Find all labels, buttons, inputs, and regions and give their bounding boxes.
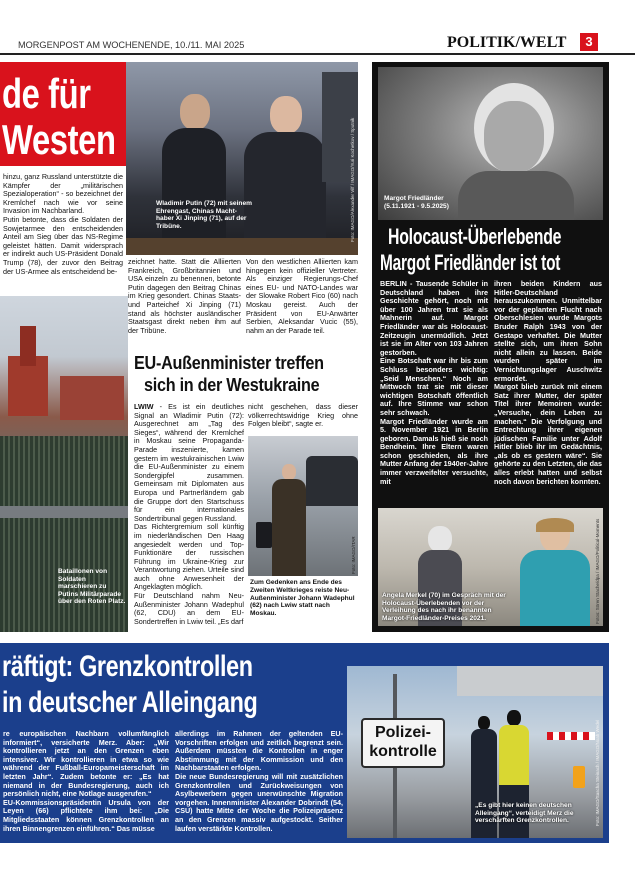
top-story-col3: Von den westlichen Alliierten kam hingegen kein offizieller Vertreter. Als einziger Regierungs-Chef eines EU- und NATO-Landes war der Slowake Robert Fico (60) nach Moskau gereist. Auch der Präsident von EU-Anwärter Serbien, Aleksandar Vucic (55), nahm an der Parade teil. [246,258,358,335]
header-rule [0,53,635,55]
parade-caption: Bataillonen von Soldaten marschieren zu Putins Militärparade über den Roten Platz. [58,568,126,606]
car [306,456,358,506]
eu-story-col1 [134,403,244,625]
obit-col2: ihren beiden Kindern aus Hitler-Deutschland herauszukommen. Unmittelbar vor der geplanten Flucht nach Oberschlesien wurde Margots Bruder Ralph 1943 von der Gestapo verhaftet. Die Mutter stellte sich, um ihren Sohn nicht allein zu lassen. Beide wurden später im Vernichtungslager Auschwitz ermordet. Margot blieb zurück mit einem Satz ihrer Mutter, der später Titel ihrer Memoiren wurde: „Versuche, dein Leben zu machen.“ Die Verfolgung und Entrechtung ihrer eigenen jüdischen Familie unter Adolf Hitler blieb ihr im Gedächtnis, „als ob es gestern wäre“. Sie gehörte zu den Letzten, die das alles erlebt hatten und selbst noch davon berichten konnten. [494,280,602,486]
sign-text-line1: Polizei- [374,724,431,741]
friedlaender-body [458,171,574,220]
obit-col1 [380,280,488,502]
merkel-credit: Fotos: Sören Stache/dpa / IMAGO/Political-Moments [595,518,600,624]
border-headline-line2: in deutscher Alleingang [2,686,258,719]
friedlaender-photo [378,67,603,220]
kremlin-building-2 [60,376,124,420]
top-headline-line1: de für [2,70,91,117]
obit-headline-line1: Holocaust-Überlebende [388,224,562,249]
obit-headline-line2: Margot Friedländer ist tot [380,250,561,275]
top-story-col2: zeichnet hatte. Statt die Alliierten Frankreich, Großbritannien und USA einzeln zu benennen, betonte Putin dagegen den Beitrag Chinas im Krieg gesondert. Chinas Staats- und Parteichef Xi Jinping (71) stand als höchster ausländischer Staatsgast direkt neben ihm auf der Tribüne. [128,258,241,335]
eu-story-col2: nicht geschehen, dass dieser völkerrechtswidrige Krieg ohne Folgen bleibt“, sagte er. [248,403,358,429]
wadephul-credit: Foto: IMAGO/ITAR [351,536,356,574]
merkel-caption: Angela Merkel (70) im Gespräch mit der Holocaust-Überlebenden vor der Verleihung des nach ihr benannten Margot-Friedländer-Preises 2021. [382,592,506,622]
eu-headline-line1: EU-Außenminister treffen [134,353,324,373]
eu-headline-line2: sich in der Westukraine [144,375,320,395]
barrier [547,732,595,740]
putin-xi-credit: Foto: IMAGO/Alexander Vilf / IMAGO/Yuri Kochetkov / Sputnik [350,117,355,242]
figure-wadephul [272,464,306,576]
section-title: POLITIK/WELT [447,34,567,51]
obit-body: - Tausende Schüler in Deutschland haben ihre Geschichte gehört, noch mit über 100 Jahren trat sie als Mahnerin auf. Margot Friedländer war als Holocaust-Zeitzeugin unermüdlich. Jetzt ist sie im Alter von 103 Jahren gestorben. Eine Botschaft war ihr bis zum Schluss besonders wichtig: „Seid Menschen.“ Noch am Mittwoch trat sie mit dieser wichtigen Botschaft öffentlich auf. Ihre Stimme war schon sehr schwach. Margot Friedländer wurde am 5. November 1921 in Berlin geboren. Damals hieß sie noch Bendheim. Ihre Eltern waren schon geschieden, als ihre Mutter Anfang der 1940er-Jahre immer verzweifelter versuchte, mit [380,280,488,486]
traffic-light [573,766,585,788]
friedlaender-face [484,101,544,173]
kremlin-tower [20,326,36,366]
obit-dateline: BERLIN [380,280,407,288]
police-sign [361,718,445,768]
masthead-left: MORGENPOST AM WOCHENENDE, 10./11. MAI 2025 [18,40,245,50]
border-photo-credit: Foto: IMAGO/Sascha Steinach / IMAGO/Noah Wedel [595,719,600,826]
eu-body: - Es ist ein deutliches Signal an Wladimir Putin (72): Ausgerechnet am „Tag des Sieges“, während der Kremlchef in Moskau seine Propaganda-Parade inszenierte, kamen gestern im westukrainischen Lwiw die EU-Außenminister zu einem Sondergipfel zusammen. Gemeinsam mit Diplomaten aus Europa und Partnerländern gab die Gruppe dort den Startschuss für ein internationales Sondertribunal gegen Russland. Das Richtergremium soll künftig im niederländischen Den Haag angesiedelt werden und Top-Funktionäre der russischen Führung im Ukraine-Krieg zur Verantwortung ziehen. Urteile sind auch ohne Anwesenheit der Angeklagten möglich. Für Deutschland nahm Neu-Außenminister Johann Wadephul (62, CDU) an dem EU-Sondertreffen in Lwiw teil. „Es darf [134,403,244,625]
border-headline-line1: räftigt: Grenzkontrollen [2,650,253,683]
figure-putin [244,96,326,246]
checkpoint-roof [457,666,603,696]
headline-red-box [0,62,126,166]
page-number: 3 [580,33,598,51]
putin-xi-photo [126,62,358,255]
parade-ground [0,506,128,518]
top-headline-line2: Westen [2,116,116,163]
wadephul-photo [248,436,358,576]
suitcase [256,522,272,548]
top-story-col1: hinzu, ganz Russland unterstützte die Kämpfer der „militärischen Spezialoperation“ - so bezeichnet der Kremlchef nach wie vor seine Invasion im Nachbarland. Putin betonte, dass die Soldaten der Sowjetarmee den entscheidenden Anteil am Sieg über das NS-Regime geleistet hätten. Damit widersprach er indirekt auch US-Präsident Donald Trump (78), der zuvor den Beitrag der US-Armee als entscheidend be- [3,173,123,276]
wadephul-caption: Zum Gedenken ans Ende des Zweiten Weltkrieges reiste Neu-Außenminister Johann Wadephul (62) nach Lwiw statt nach Moskau. [250,579,355,618]
tribune-rail [126,238,358,255]
merkel-photo [378,508,603,626]
sign-text-line2: kontrolle [369,743,437,760]
friedlaender-caption: Margot Friedländer (5.11.1921 - 9.5.2025) [384,195,449,210]
parade-photo [0,296,128,632]
putin-xi-caption: Wladimir Putin (72) mit seinem Ehrengast, Chinas Machthaber Xi Jinping (71), auf der Tribüne. [156,200,252,230]
border-photo [347,666,603,838]
border-col2: allerdings im Rahmen der geltenden EU-Vorschriften erfolgen und zeitlich begrenzt sein. Außerdem müssten die Kontrollen in enger Abstimmung mit der Kommission und den Nachbarstaaten erfolgen. Die neue Bundesregierung will mit zusätzlichen Grenzkontrollen und Zurückweisungen von Asylbewerbern gegen unerwünschte Migration vorgehen. Innenminister Alexander Dobrindt (54, CSU) hatte Mitte der Woche die Polizeipräsenz an den Grenzen massiv aufgestockt. Seither laufen verstärkte Kontrollen. [175,730,343,833]
border-col1: re europäischen Nachbarn vollumfänglich informiert“, versicherte Merz. Aber: „Wir kontrollieren jetzt an den Grenzen eben intensiver. Wir kontrollieren in etwa so wie während der Fußball-Europameisterschaft im letzten Jahr“. Zudem betonte er: „Es hat niemand in der Bundesregierung, auch ich persönlich nicht, eine Notlage ausgerufen.“ EU-Kommissionspräsidentin Ursula von der Leyen (66) pflichtete ihm bei: „Die Mitgliedsstaaten können Grenzkontrollen an ihren Binnengrenzen einführen.“ Das müsse [3,730,169,833]
figure-merkel [520,518,590,626]
border-photo-caption: „Es gibt hier keinen deutschen Alleingang“, verteidigt Merz die verschärften Grenzkontrollen. [475,802,574,825]
eu-dateline: LWIW [134,403,154,411]
